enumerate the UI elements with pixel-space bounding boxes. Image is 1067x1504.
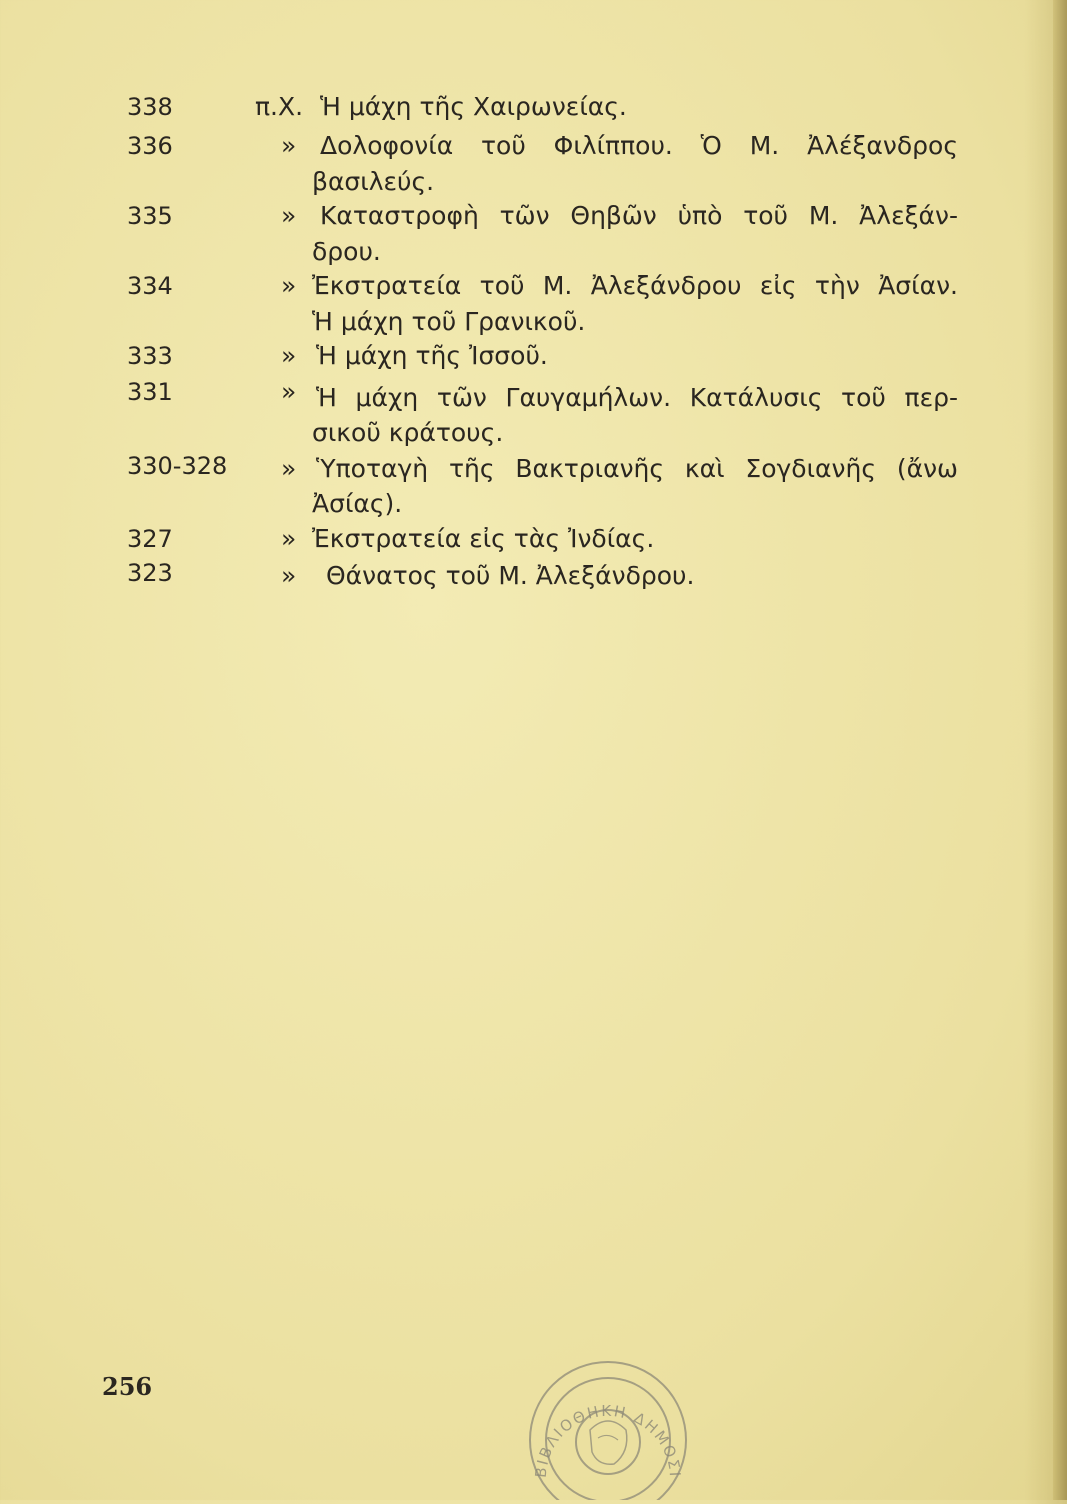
entry-text-continued: βασιλεύς. (312, 167, 435, 196)
entry-text: Ἡ μάχη τῆς Χαιρωνείας. (320, 92, 627, 121)
entry-text: Θάνατος τοῦ Μ. Ἀλεξάνδρου. (326, 561, 695, 590)
entry-text-continued: Ἡ μάχη τοῦ Γρανικοῦ. (312, 307, 586, 336)
entry-text: Ἡ μάχη τῆς Ἰσσοῦ. (316, 341, 548, 370)
entry-text: Ὑποταγὴ τῆς Βακτριανῆς καὶ Σογδιανῆς (ἄνω (316, 454, 958, 483)
stamp-text: ΒΙΒΛΙΟΘΗΚΗ ΔΗΜΟΣΙ (531, 1401, 685, 1479)
entry-year: 336 (127, 132, 173, 160)
ditto-mark: » (281, 341, 297, 370)
ditto-mark: » (281, 271, 297, 300)
ditto-mark: » (281, 524, 297, 553)
library-stamp (518, 1360, 698, 1500)
ditto-mark: » (281, 377, 297, 406)
entry-text: Ἐκστρατεία εἰς τὰς Ἰνδίας. (312, 524, 655, 553)
entry-text-continued: δρου. (312, 237, 381, 266)
entry-year: 323 (127, 559, 173, 587)
page-number: 256 (102, 1372, 153, 1401)
entry-text: Καταστροφὴ τῶν Θηβῶν ὑπὸ τοῦ Μ. Ἀλεξάν- (320, 201, 958, 230)
entry-year: 338 (127, 93, 173, 121)
ditto-mark: » (281, 201, 297, 230)
entry-text: Ἐκστρατεία τοῦ Μ. Ἀλεξάνδρου εἰς τὴν Ἀσίαν. (312, 271, 958, 300)
entry-year: 334 (127, 272, 173, 300)
entry-year: 333 (127, 342, 173, 370)
page-edge-shadow (1053, 0, 1067, 1500)
entry-year: 327 (127, 525, 173, 553)
entry-text-continued: Ἀσίας). (312, 489, 403, 518)
ditto-mark: » (281, 454, 297, 483)
entry-text: Ἡ μάχη τῶν Γαυγαμήλων. Κατάλυσις τοῦ περ- (316, 383, 958, 412)
entry-text: Δολοφονία τοῦ Φιλίππου. Ὁ Μ. Ἀλέξανδρος (320, 131, 958, 160)
ditto-mark: » (281, 131, 297, 160)
entry-year: 330-328 (127, 452, 228, 480)
library-stamp-seal (518, 1360, 698, 1500)
entry-text-continued: σικοῦ κράτους. (312, 418, 504, 447)
ditto-mark: » (281, 561, 297, 590)
entry-year: 331 (127, 378, 173, 406)
era-marker: π.Χ. (255, 92, 304, 121)
entry-year: 335 (127, 202, 173, 230)
